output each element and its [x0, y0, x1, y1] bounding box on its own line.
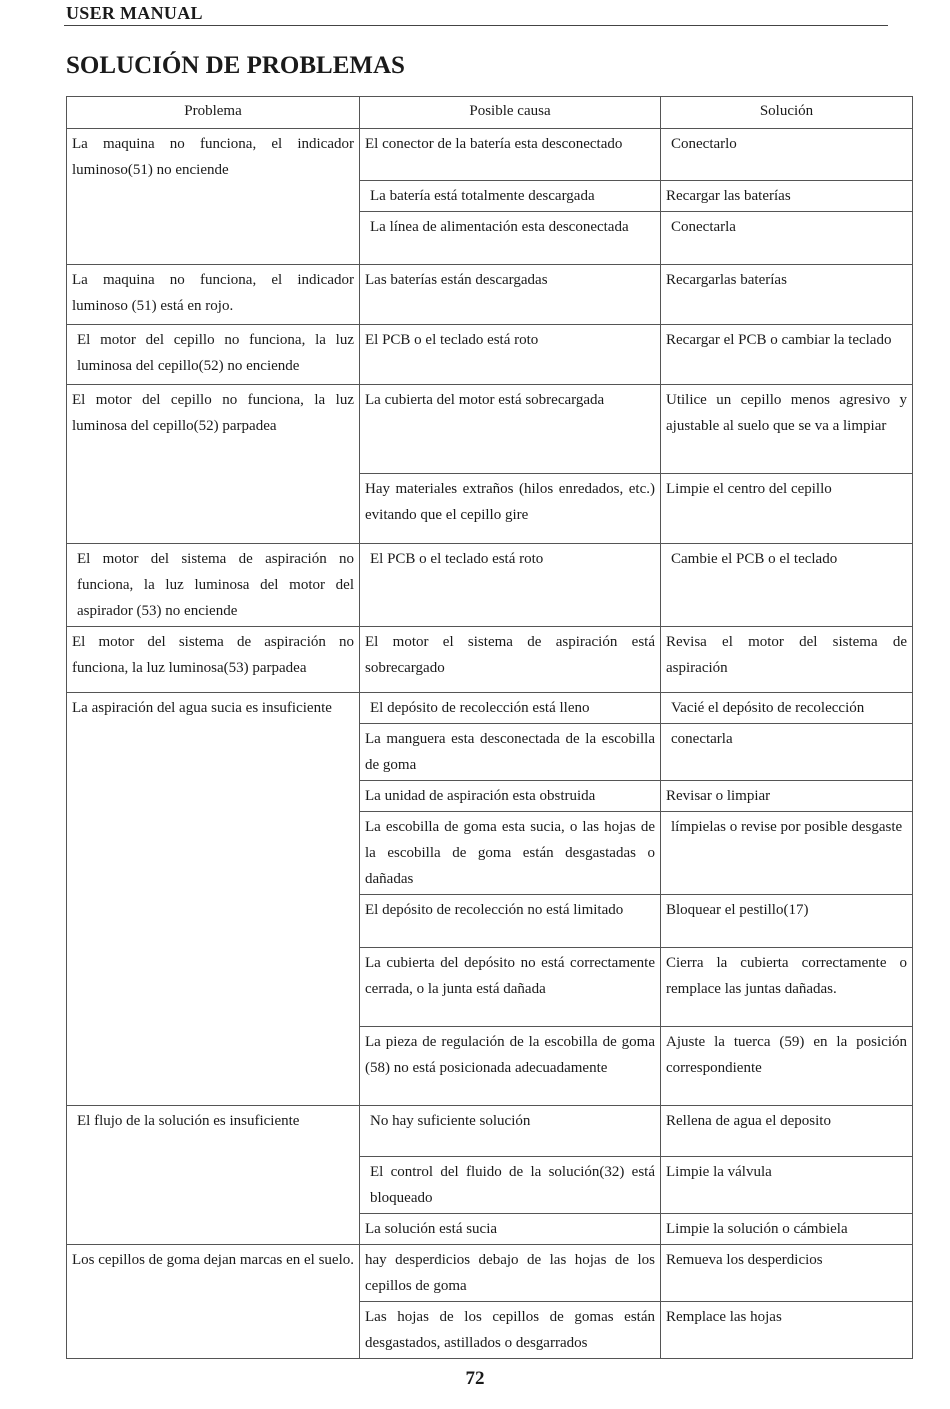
- solution-cell: Revisar o limpiar: [661, 781, 913, 812]
- table-row: [67, 325, 913, 385]
- solution-cell: Limpie la válvula: [661, 1157, 913, 1214]
- cause-cell: El conector de la batería esta desconectado: [360, 129, 661, 181]
- solution-cell: Utilice un cepillo menos agresivo y ajustable al suelo que se va a limpiar: [661, 385, 913, 474]
- solution-cell: Conectarlo: [661, 129, 913, 181]
- cause-cell: La unidad de aspiración esta obstruida: [360, 781, 661, 812]
- solution-cell: Recargar el PCB o cambiar la teclado: [661, 325, 913, 385]
- solution-cell: Limpie la solución o cámbiela: [661, 1214, 913, 1245]
- solution-cell: Ajuste la tuerca (59) en la posición correspondiente: [661, 1027, 913, 1106]
- solution-cell: conectarla: [661, 724, 913, 781]
- table-row: [67, 385, 913, 474]
- problem-cell: La maquina no funciona, el indicador luminoso (51) está en rojo.: [67, 265, 360, 325]
- table-header-row: [67, 97, 913, 129]
- cause-cell: El motor el sistema de aspiración está sobrecargado: [360, 627, 661, 693]
- cause-cell: No hay suficiente solución: [360, 1106, 661, 1157]
- cause-cell: hay desperdicios debajo de las hojas de los cepillos de goma: [360, 1245, 661, 1302]
- cause-cell: La solución está sucia: [360, 1214, 661, 1245]
- cause-cell: La cubierta del motor está sobrecargada: [360, 385, 661, 474]
- solution-cell: Cierra la cubierta correctamente o remplace las juntas dañadas.: [661, 948, 913, 1027]
- troubleshooting-table: [66, 96, 913, 1359]
- solution-cell: Conectarla: [661, 212, 913, 265]
- problem-cell: La aspiración del agua sucia es insuficiente: [67, 693, 360, 1106]
- page-number: 72: [465, 1368, 485, 1389]
- cause-cell: La línea de alimentación esta desconectada: [360, 212, 661, 265]
- solution-cell: Cambie el PCB o el teclado: [661, 544, 913, 627]
- table-body: [67, 129, 913, 1359]
- solution-cell: Rellena de agua el deposito: [661, 1106, 913, 1157]
- cause-cell: El depósito de recolección no está limitado: [360, 895, 661, 948]
- cause-cell: La escobilla de goma esta sucia, o las hojas de la escobilla de goma están desgastadas o dañadas: [360, 812, 661, 895]
- cause-cell: El control del fluido de la solución(32) está bloqueado: [360, 1157, 661, 1214]
- table-row: [67, 1245, 913, 1302]
- problem-cell: El motor del cepillo no funciona, la luz luminosa del cepillo(52) no enciende: [67, 325, 360, 385]
- cause-cell: La manguera esta desconectada de la escobilla de goma: [360, 724, 661, 781]
- page-title: SOLUCIÓN DE PROBLEMAS: [66, 52, 405, 79]
- cause-cell: La cubierta del depósito no está correctamente cerrada, o la junta está dañada: [360, 948, 661, 1027]
- problem-cell: El motor del sistema de aspiración no funciona, la luz luminosa(53) parpadea: [67, 627, 360, 693]
- table-row: [67, 544, 913, 627]
- cause-cell: La batería está totalmente descargada: [360, 181, 661, 212]
- table-row: [67, 627, 913, 693]
- table-row: [67, 265, 913, 325]
- solution-cell: límpielas o revise por posible desgaste: [661, 812, 913, 895]
- cause-cell: Las baterías están descargadas: [360, 265, 661, 325]
- solution-cell: Recargar las baterías: [661, 181, 913, 212]
- cause-cell: La pieza de regulación de la escobilla de goma (58) no está posicionada adecuadamente: [360, 1027, 661, 1106]
- problem-cell: La maquina no funciona, el indicador luminoso(51) no enciende: [67, 129, 360, 265]
- column-header-solution: Solución: [661, 97, 913, 129]
- header-rule: [64, 25, 888, 26]
- problem-cell: El motor del cepillo no funciona, la luz luminosa del cepillo(52) parpadea: [67, 385, 360, 544]
- solution-cell: Limpie el centro del cepillo: [661, 474, 913, 544]
- cause-cell: El PCB o el teclado está roto: [360, 544, 661, 627]
- cause-cell: El PCB o el teclado está roto: [360, 325, 661, 385]
- solution-cell: Vacié el depósito de recolección: [661, 693, 913, 724]
- problem-cell: El flujo de la solución es insuficiente: [67, 1106, 360, 1245]
- cause-cell: El depósito de recolección está lleno: [360, 693, 661, 724]
- cause-cell: Las hojas de los cepillos de gomas están desgastados, astillados o desgarrados: [360, 1302, 661, 1359]
- problem-cell: El motor del sistema de aspiración no funciona, la luz luminosa del motor del aspirador (53) no enciende: [67, 544, 360, 627]
- cause-cell: Hay materiales extraños (hilos enredados, etc.) evitando que el cepillo gire: [360, 474, 661, 544]
- solution-cell: Remueva los desperdicios: [661, 1245, 913, 1302]
- solution-cell: Revisa el motor del sistema de aspiración: [661, 627, 913, 693]
- column-header-cause: Posible causa: [360, 97, 661, 129]
- table-row: [67, 693, 913, 724]
- problem-cell: Los cepillos de goma dejan marcas en el suelo.: [67, 1245, 360, 1359]
- solution-cell: Remplace las hojas: [661, 1302, 913, 1359]
- solution-cell: Recargarlas baterías: [661, 265, 913, 325]
- column-header-problem: Problema: [67, 97, 360, 129]
- table-row: [67, 129, 913, 181]
- solution-cell: Bloquear el pestillo(17): [661, 895, 913, 948]
- document-header: USER MANUAL: [66, 3, 203, 23]
- table-row: [67, 1106, 913, 1157]
